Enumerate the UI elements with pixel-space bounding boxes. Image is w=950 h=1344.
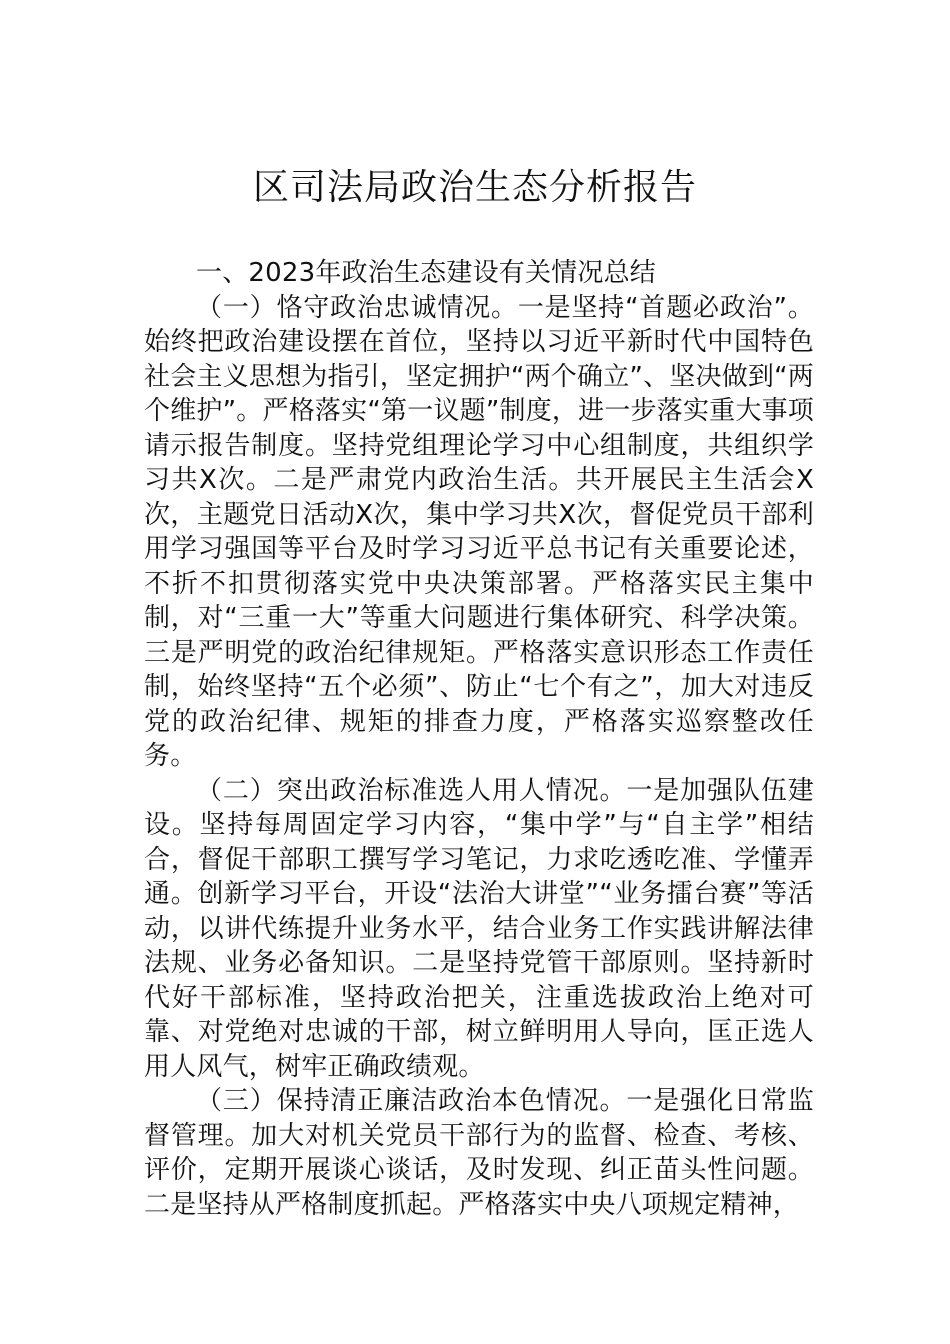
document-body bbox=[144, 256, 814, 1222]
section-heading: 一、2023年政治生态建设有关情况总结 bbox=[196, 258, 656, 288]
paragraph-political-loyalty: （一）恪守政治忠诚情况。一是坚持“首题必政治”。始终把政治建设摆在首位，坚持以习近平新时代中国特色社会主义思想为指引，坚定拥护“两个确立”、坚决做到“两个维护”。严格落实“第一议题”制度，进一步落实重大事项请示报告制度。坚持党组理论学习中心组制度，共组织学习共X次。二是严肃党内政治生活。共开展民主生活会X次，主题党日活动X次，集中学习共X次，督促党员干部利用学习强国等平台及时学习习近平总书记有关重要论述，不折不扣贯彻落实党中央决策部署。严格落实民主集中制，对“三重一大”等重大问题进行集体研究、科学决策。三是严明党的政治纪律规矩。严格落实意识形态工作责任制，始终坚持“五个必须”、防止“七个有之”，加大对违反党的政治纪律、规矩的排查力度，严格落实巡察整改任务。 bbox=[144, 292, 814, 771]
paragraph-personnel-selection: （二）突出政治标准选人用人情况。一是加强队伍建设。坚持每周固定学习内容，“集中学”与“自主学”相结合，督促干部职工撰写学习笔记，力求吃透吃准、学懂弄通。创新学习平台，开设“法治大讲堂”“业务擂台赛”等活动，以讲代练提升业务水平，结合业务工作实践讲解法律法规、业务必备知识。二是坚持党管干部原则。坚持新时代好干部标准，坚持政治把关，注重选拔政治上绝对可靠、对党绝对忠诚的干部，树立鲜明用人导向，匡正选人用人风气，树牢正确政绩观。 bbox=[144, 775, 814, 1082]
paragraph-integrity: （三）保持清正廉洁政治本色情况。一是强化日常监督管理。加大对机关党员干部行为的监督、检查、考核、评价，定期开展谈心谈话，及时发现、纠正苗头性问题。二是坚持从严格制度抓起。严格落实中央八项规定精神， bbox=[144, 1086, 814, 1220]
document-title: 区司法局政治生态分析报告 bbox=[252, 167, 697, 208]
